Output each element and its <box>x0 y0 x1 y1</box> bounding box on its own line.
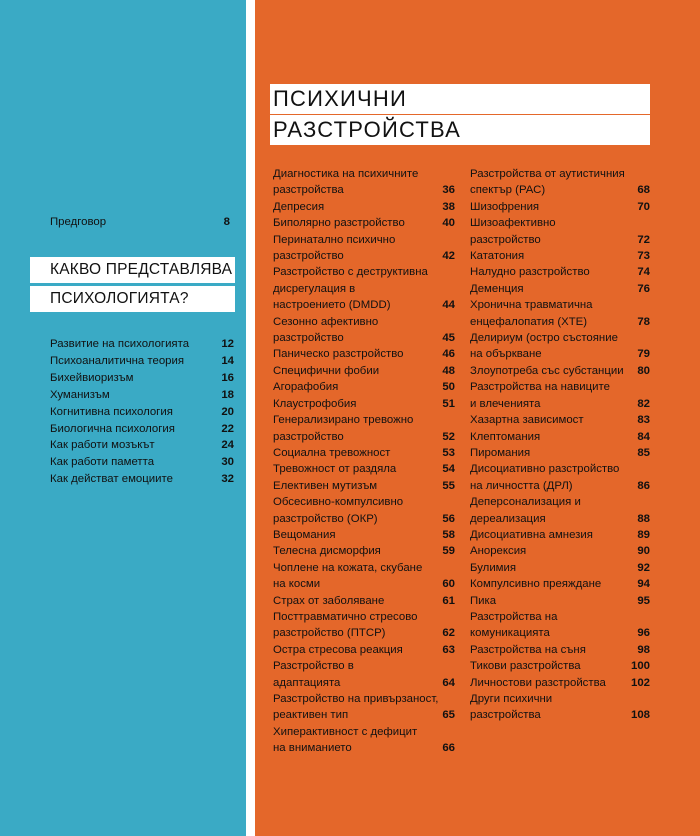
toc-entry-title: Разстройства на съня <box>470 643 586 656</box>
toc-entry[interactable] <box>470 199 650 215</box>
toc-entry-title: Вещомания <box>273 528 336 541</box>
toc-entry-title: Клаустрофобия <box>273 397 357 410</box>
toc-entry-page: 40 <box>442 217 455 230</box>
toc-entry-page: 84 <box>637 430 650 443</box>
toc-entry[interactable] <box>470 675 650 691</box>
toc-entry-page: 63 <box>442 643 455 656</box>
toc-entry-title: Хазартна зависимост <box>470 414 584 427</box>
section-heading-line-2: РАЗСТРОЙСТВА <box>273 117 461 142</box>
toc-entry[interactable] <box>470 527 650 543</box>
toc-entry[interactable] <box>470 593 650 609</box>
toc-entry[interactable] <box>470 691 650 724</box>
toc-entry-title: Обсесивно-компулсивно разстройство (ОКР) <box>273 496 404 525</box>
toc-entry[interactable] <box>470 379 650 412</box>
toc-entry-page: 98 <box>637 643 650 656</box>
toc-entry-page: 56 <box>442 512 455 525</box>
toc-entry-title: Развитие на психологията <box>50 338 190 350</box>
toc-entry[interactable] <box>273 396 455 412</box>
toc-entry[interactable] <box>470 281 650 297</box>
toc-entry-title: Сезонно афективно разстройство <box>273 315 379 345</box>
toc-entry-title: Агорафобия <box>273 381 339 394</box>
toc-entry-title: Разстройства на комуникацията <box>470 610 558 640</box>
toc-entry-title: Дисоциативно разстройство на личността (ДРЛ) <box>470 463 620 492</box>
toc-entry-page: 82 <box>637 397 650 410</box>
toc-entry[interactable] <box>273 445 455 461</box>
toc-entry-page: 60 <box>442 578 455 591</box>
toc-entry[interactable] <box>273 346 455 362</box>
toc-entry-title: Как действат емоциите <box>50 473 173 486</box>
toc-entry-page: 12 <box>221 338 234 350</box>
toc-entry-title: Специфични фобии <box>273 364 380 377</box>
toc-entry-foreword[interactable] <box>50 214 230 230</box>
toc-entry-page: 83 <box>637 414 650 427</box>
toc-entry[interactable] <box>50 387 234 403</box>
toc-entry-title: Хиперактивност с дефицит на вниманието <box>273 725 418 755</box>
toc-entry-title: Разстройство в адаптацията <box>273 660 354 689</box>
toc-entry-title: Предговор <box>50 216 107 228</box>
toc-entry[interactable] <box>273 543 455 559</box>
toc-entry[interactable] <box>273 166 455 199</box>
toc-entry-title: Посттравматично стресово разстройство (ПТСР) <box>273 610 418 640</box>
toc-entry-title: Клептомания <box>470 430 541 443</box>
toc-entry-page: 38 <box>442 200 455 213</box>
toc-entry-page: 102 <box>630 676 650 689</box>
toc-entry-page: 52 <box>442 430 455 443</box>
toc-entry-page: 20 <box>221 405 234 418</box>
toc-entry-page: 94 <box>637 578 650 591</box>
section-heading-line-2: ПСИХОЛОГИЯТА? <box>50 290 189 307</box>
toc-entry[interactable] <box>470 658 650 674</box>
toc-entry[interactable] <box>50 336 234 352</box>
toc-entry-title: Чоплене на кожата, скубане на косми <box>273 561 423 591</box>
toc-entry-title: Бихейвиоризъм <box>50 371 134 384</box>
toc-entry-title: Пика <box>470 594 497 607</box>
toc-entry-page: 58 <box>442 528 455 541</box>
toc-entry-title: Когнитивна психология <box>50 405 173 418</box>
toc-entry-page: 61 <box>442 594 455 607</box>
toc-entry[interactable] <box>273 593 455 609</box>
toc-entry-title: Деперсонализация и дереализация <box>470 496 581 525</box>
toc-entry-title: Анорексия <box>470 545 527 558</box>
disorders-toc-column-2 <box>470 166 650 724</box>
toc-entry[interactable] <box>50 454 234 470</box>
toc-entry[interactable] <box>273 478 455 494</box>
toc-entry-page: 54 <box>442 463 455 476</box>
section-heading-bar <box>270 115 650 145</box>
toc-entry[interactable] <box>50 370 234 386</box>
toc-entry-page: 48 <box>442 364 455 377</box>
toc-entry-page: 89 <box>637 528 650 541</box>
disorders-toc-column-1 <box>273 166 455 757</box>
toc-entry-page: 44 <box>442 299 455 312</box>
toc-entry-title: Диагностика на психичните разстройства <box>273 168 419 197</box>
toc-entry[interactable] <box>470 248 650 264</box>
toc-entry-page: 76 <box>637 282 650 295</box>
toc-entry-title: Биполярно разстройство <box>273 217 405 230</box>
toc-entry-page: 64 <box>442 676 455 689</box>
toc-entry-page: 108 <box>630 709 650 722</box>
toc-entry-page: 78 <box>637 315 650 328</box>
toc-entry[interactable] <box>273 314 455 347</box>
toc-entry-page: 55 <box>442 479 455 492</box>
toc-entry-page: 51 <box>442 397 455 410</box>
toc-entry[interactable] <box>50 437 234 453</box>
toc-entry-page: 74 <box>637 266 650 279</box>
section-heading-bar <box>30 257 235 283</box>
toc-entry[interactable] <box>273 199 455 215</box>
toc-entry-page: 30 <box>221 456 234 469</box>
toc-entry[interactable] <box>273 691 455 724</box>
toc-entry[interactable] <box>470 166 650 199</box>
toc-entry-page: 18 <box>221 388 234 401</box>
toc-entry-page: 42 <box>442 250 455 263</box>
toc-entry-title: Булимия <box>470 561 517 574</box>
toc-entry[interactable] <box>273 494 455 527</box>
toc-entry[interactable] <box>273 264 455 313</box>
toc-entry-title: Дисоциативна амнезия <box>470 528 593 541</box>
toc-entry[interactable] <box>273 363 455 379</box>
toc-entry-page: 92 <box>637 561 650 574</box>
toc-entry[interactable] <box>273 642 455 658</box>
section-heading-line-1: ПСИХИЧНИ <box>273 86 407 111</box>
toc-entry-title: Други психични разстройства <box>470 693 553 722</box>
section-heading-bar <box>270 84 650 114</box>
toc-entry-page: 96 <box>637 627 650 640</box>
panel-divider <box>246 0 255 836</box>
toc-entry-title: Биологична психология <box>50 422 175 435</box>
toc-entry-title: Перинатално психично разстройство <box>273 233 396 263</box>
toc-entry-page: 86 <box>637 479 650 492</box>
toc-entry-title: Психоаналитична теория <box>50 354 185 367</box>
toc-entry-title: Разстройства от аутистичния спектър (РАС) <box>470 168 625 197</box>
toc-entry[interactable] <box>470 429 650 445</box>
section-heading-line-1: КАКВО ПРЕДСТАВЛЯВА <box>50 261 233 278</box>
toc-entry[interactable] <box>470 642 650 658</box>
toc-entry[interactable] <box>273 232 455 265</box>
toc-entry[interactable] <box>273 461 455 477</box>
toc-entry[interactable] <box>470 543 650 559</box>
toc-entry-title: Деменция <box>470 282 524 295</box>
toc-entry-title: Пиромания <box>470 446 531 459</box>
toc-entry[interactable] <box>273 215 455 231</box>
toc-entry-title: Налудно разстройство <box>470 266 590 279</box>
toc-entry-page: 50 <box>442 381 455 394</box>
toc-entry-page: 73 <box>637 250 650 263</box>
toc-entry-page: 100 <box>630 660 650 673</box>
toc-entry[interactable] <box>50 421 234 437</box>
toc-entry-page: 95 <box>637 594 650 607</box>
toc-entry-title: Личностови разстройства <box>470 676 606 689</box>
toc-entry-title: Хуманизъм <box>50 388 110 401</box>
toc-entry[interactable] <box>470 264 650 280</box>
toc-entry[interactable] <box>273 609 455 642</box>
toc-entry[interactable] <box>50 404 234 420</box>
toc-entry[interactable] <box>470 330 650 363</box>
toc-entry-page: 53 <box>442 446 455 459</box>
toc-entry-page: 70 <box>637 200 650 213</box>
toc-entry-page: 24 <box>221 439 234 452</box>
toc-entry[interactable] <box>470 494 650 527</box>
toc-entry-page: 79 <box>637 348 650 361</box>
toc-entry-page: 45 <box>442 332 455 345</box>
toc-entry[interactable] <box>470 215 650 248</box>
toc-entry[interactable] <box>50 471 234 487</box>
toc-entry-page: 62 <box>442 627 455 640</box>
toc-entry[interactable] <box>470 576 650 592</box>
toc-entry-title: Депресия <box>273 200 325 213</box>
toc-entry-page: 46 <box>442 348 455 361</box>
toc-entry[interactable] <box>273 412 455 445</box>
toc-entry-title: Кататония <box>470 250 525 263</box>
toc-entry-title: Злоупотреба със субстанции <box>470 364 624 377</box>
toc-entry-title: Шизофрения <box>470 200 540 213</box>
toc-entry-page: 59 <box>442 545 455 558</box>
toc-entry[interactable] <box>470 461 650 494</box>
toc-entry[interactable] <box>273 379 455 395</box>
toc-entry-page: 36 <box>442 184 455 197</box>
toc-entry-title: Компулсивно преяждане <box>470 578 602 591</box>
psychology-toc-list <box>50 336 234 488</box>
toc-entry-title: Как работи мозъкът <box>50 439 155 452</box>
toc-entry-title: Хронична травматична енцефалопатия (ХТЕ) <box>470 299 593 328</box>
toc-entry[interactable] <box>273 658 455 691</box>
toc-entry-title: Генерализирано тревожно разстройство <box>273 414 414 443</box>
toc-entry-page: 80 <box>637 364 650 377</box>
toc-entry-page: 72 <box>637 233 650 246</box>
toc-entry-title: Делириум (остро състояние на объркване <box>470 332 618 361</box>
toc-entry-title: Паническо разстройство <box>273 348 404 361</box>
toc-entry[interactable] <box>470 609 650 642</box>
toc-entry-title: Разстройство на привързаност, реактивен тип <box>273 693 439 722</box>
section-heading-bar <box>30 286 235 312</box>
toc-entry-page: 90 <box>637 545 650 558</box>
toc-entry[interactable] <box>50 353 234 369</box>
toc-entry-page: 16 <box>221 371 234 384</box>
toc-entry-page: 85 <box>637 446 650 459</box>
toc-entry[interactable] <box>273 560 455 593</box>
toc-entry-title: Тревожност от раздяла <box>273 463 397 476</box>
toc-entry-title: Как работи паметта <box>50 456 155 469</box>
toc-entry-page: 14 <box>221 354 234 367</box>
toc-entry[interactable] <box>273 724 455 757</box>
toc-entry-page: 68 <box>637 184 650 197</box>
toc-entry-page: 22 <box>221 422 234 435</box>
toc-entry-title: Телесна дисморфия <box>273 545 381 558</box>
toc-entry-title: Остра стресова реакция <box>273 643 403 656</box>
toc-entry[interactable] <box>470 560 650 576</box>
toc-entry[interactable] <box>273 527 455 543</box>
toc-entry-title: Страх от заболяване <box>273 594 385 607</box>
toc-entry-page: 65 <box>442 709 455 722</box>
toc-entry[interactable] <box>470 297 650 330</box>
toc-entry-page: 32 <box>221 473 234 486</box>
toc-entry[interactable] <box>470 363 650 379</box>
toc-entry-page: 66 <box>442 742 455 755</box>
toc-entry[interactable] <box>470 412 650 428</box>
toc-entry-title: Социална тревожност <box>273 446 391 459</box>
toc-entry-title: Разстройство с деструктивна дисрегулация в настроението (DMDD) <box>273 266 428 312</box>
toc-entry-title: Елективен мутизъм <box>273 479 378 492</box>
toc-entry-title: Шизоафективно разстройство <box>470 217 556 246</box>
toc-entry-title: Тикови разстройства <box>470 660 581 673</box>
toc-entry-title: Разстройства на навиците и влеченията <box>470 381 610 410</box>
toc-entry-page: 8 <box>223 216 230 228</box>
toc-entry-page: 88 <box>637 512 650 525</box>
toc-entry[interactable] <box>470 445 650 461</box>
